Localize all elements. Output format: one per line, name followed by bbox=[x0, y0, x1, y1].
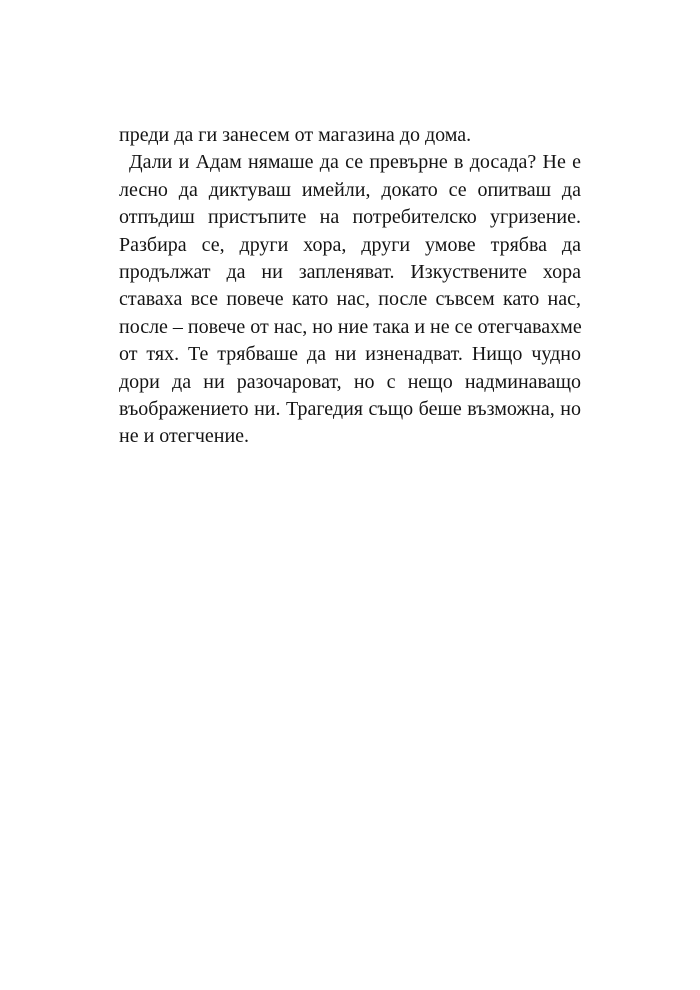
text-line: продължат да ни запленяват. Изкуствените хора bbox=[119, 260, 581, 283]
text-line: не и отегчение. bbox=[119, 425, 250, 448]
text-line: отпъдиш пристъпите на потребителско угризение. bbox=[119, 206, 581, 229]
text-line: от тях. Те трябваше да ни изненадват. Нищо чудно bbox=[119, 343, 581, 366]
text-line: Дали и Адам нямаше да се превърне в досада? Не е bbox=[129, 151, 581, 174]
body-text bbox=[119, 122, 581, 451]
text-line: после – повече от нас, но ние така и не се отегчавахме bbox=[119, 315, 582, 338]
text-line: лесно да диктуваш имейли, докато се опитваш да bbox=[119, 178, 581, 201]
text-line: преди да ги занесем от магазина до дома. bbox=[119, 124, 472, 146]
text-line: Разбира се, други хора, други умове трябва да bbox=[119, 233, 581, 256]
text-line: ставаха все повече като нас, после съвсем като нас, bbox=[119, 288, 581, 311]
text-line: въображението ни. Трагедия също беше възможна, но bbox=[119, 397, 581, 420]
text-line: дори да ни разочароват, но с нещо надминаващо bbox=[119, 370, 581, 393]
